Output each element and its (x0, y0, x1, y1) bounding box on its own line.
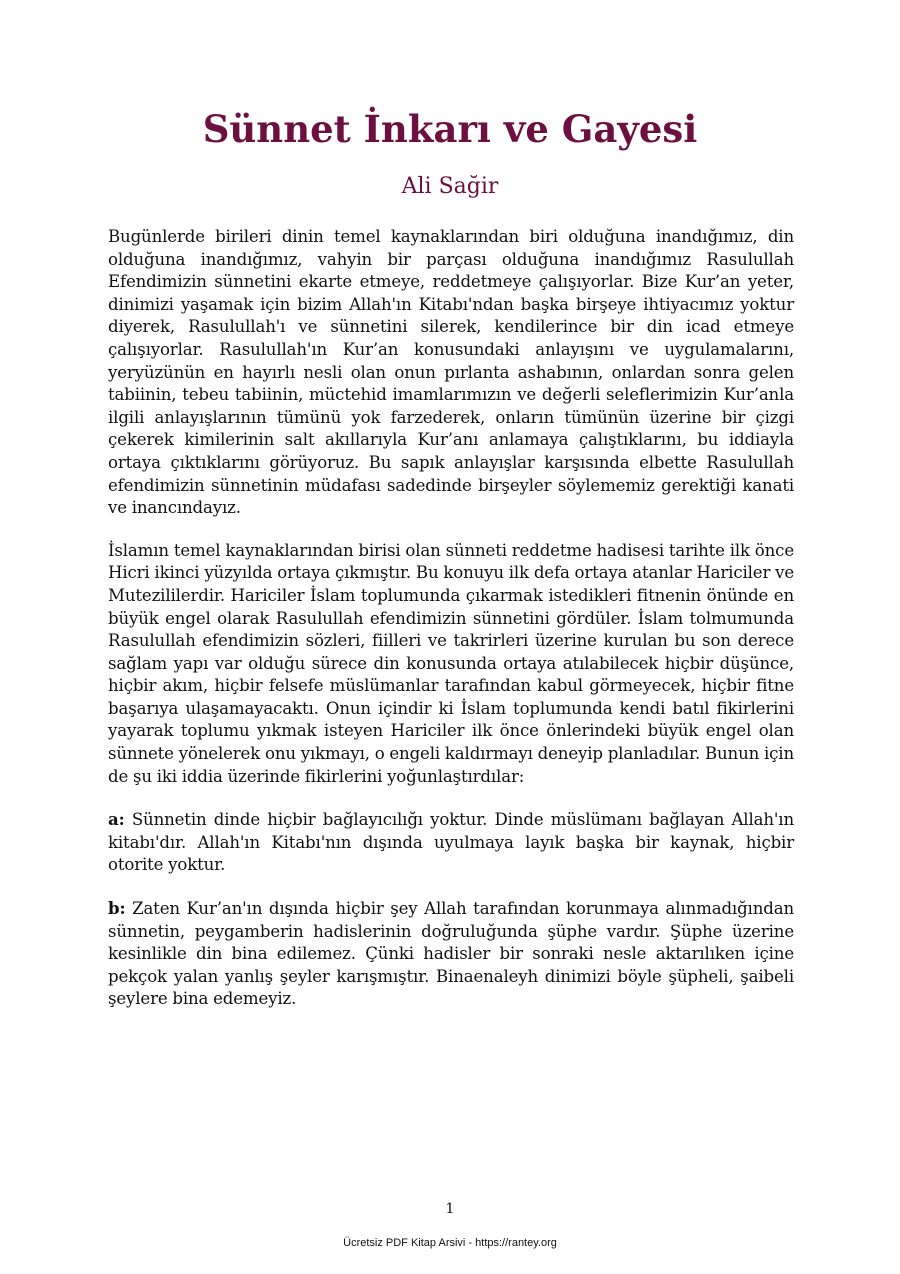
list-item-text: Sünnetin dinde hiçbir bağlayıcılığı yoktur. Dinde müslümanı bağlayan Allah'ın kitabı'dır. Allah'ın Kitabı'nın dışında uyulmaya layık başka bir kaynak, hiçbir otorite yoktur. (108, 810, 795, 875)
list-item-text: Zaten Kur’an'ın dışında hiçbir şey Allah tarafından korunmaya alınmadığından sünnetin, peygamberin hadislerinin doğruluğunda şüphe vardır. Şüphe üzerine kesinlikle din bina edilemez. Çünki hadisler bir sonraki nesle aktarılıken içine pekçok yalan yanlış şeyler karışmıştır. Binaenaleyh dinimizi böyle şüpheli, şaibeli şeylere bina edemeyiz. (108, 899, 795, 1009)
document-title: Sünnet İnkarı ve Gayesi (202, 107, 698, 151)
list-item-b (108, 897, 794, 1011)
list-item-label: b: (108, 898, 126, 919)
document-body (108, 226, 794, 1031)
document-author: Ali Sağir (401, 174, 499, 199)
page-number: 1 (445, 1201, 455, 1217)
paragraph-text: İslamın temel kaynaklarından birisi olan sünneti reddetme hadisesi tarihte ilk önce Hicri ikinci yüzyılda ortaya çıkmıştır. Bu konuyu ilk defa ortaya atanlar Hariciler ve Mutezililerdir. Hariciler İslam toplumunda çıkarmak istedikleri fitnenin önünde en büyük engel olarak Rasulullah efendimizin sünnetini gördüler. İslam tolmumunda Rasulullah efendimizin sözleri, fiilleri ve takrirleri üzerine kurulan bu son derece sağlam yapı var olduğu sürece din konusunda ortaya atılabilecek hiçbir düşünce, hiçbir akım, hiçbir felsefe müslümanlar tarafından kabul görmeyecek, hiçbir fitne başarıya ulaşamayacaktı. Onun içindir ki İslam toplumunda kendi batıl fikirlerini yayarak toplumu yıkmak isteyen Hariciler ilk önce önlerindeki büyük engel olan sünnete yönelerek onu yıkmayı, o engeli kaldırmayı deneyip planladılar. Bunun için de şu iki iddia üzerinde fikirlerini yoğunlaştırdılar: (108, 540, 794, 786)
footer-text: Ücretsiz PDF Kitap Arsivi - https://rantey.org (343, 1237, 557, 1249)
list-item-a (108, 808, 794, 877)
list-item-label: a: (108, 809, 125, 830)
paragraph (108, 540, 794, 789)
paragraph (108, 226, 794, 520)
paragraph-text: Bugünlerde birileri dinin temel kaynaklarından biri olduğuna inandığımız, din olduğuna inandığımız, vahyin bir parçası olduğuna inandığımız Rasulullah Efendimizin sünnetini ekarte etmeye, reddetmeye çalışıyorlar. Bize Kur’an yeter, dinimizi yaşamak için bizim Allah'ın Kitabı'ndan başka birşeye ihtiyacımız yoktur diyerek, Rasulullah'ı ve sünnetini silerek, kendilerince bir din icad etmeye çalışıyorlar. Rasulullah'ın Kur’an konusundaki anlayışını ve uygulamalarını, yeryüzünün en hayırlı nesli olan onun pırlanta ashabının, onlardan sonra gelen tabiinin, tebeu tabiinin, müctehid imamlarımızın ve değerli seleflerimizin Kur’anla ilgili anlayışlarının tümünü yok farzederek, onların tümünün üzerine bir çizgi çekerek kimilerinin salt akıllarıyla Kur’anı anlamaya çalıştıklarını, bu iddiayla ortaya çıktıklarını görüyoruz. Bu sapık anlayışlar karşısında elbette Rasulullah efendimizin sünnetinin müdafası sadedinde birşeyler söylememiz gerektiği kanati ve inancındayız. (108, 227, 794, 518)
